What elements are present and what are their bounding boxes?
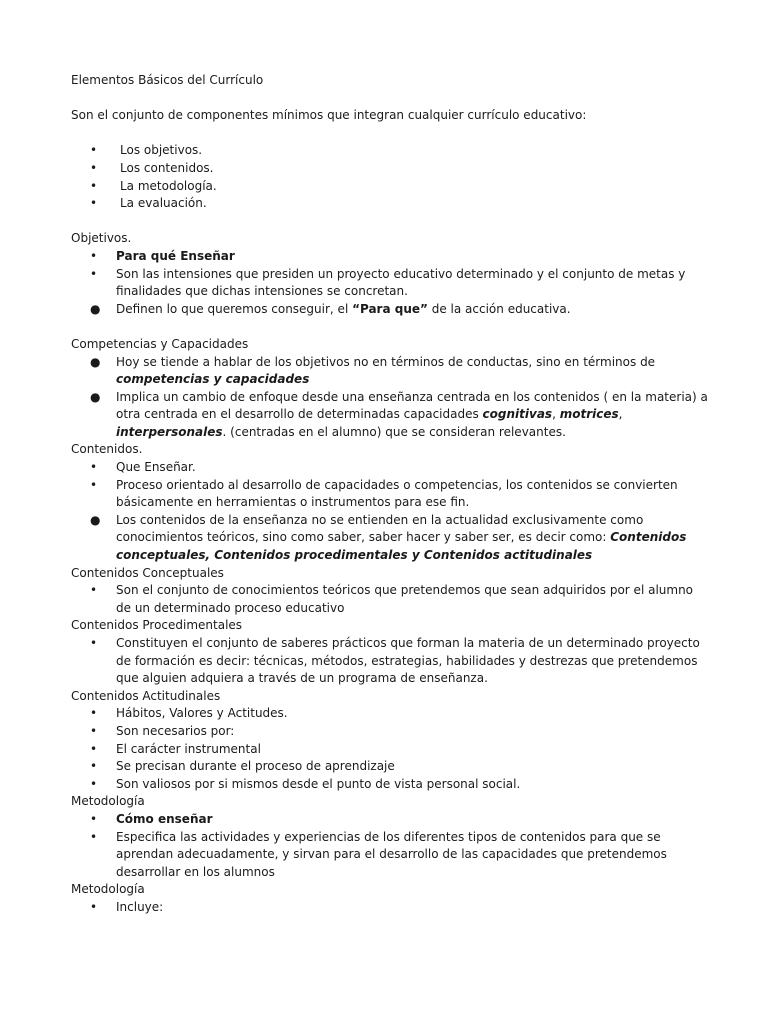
- list-item: • Especifica las actividades y experiencias de los diferentes tipos de contenidos para que se aprendan adecuadamente, y sirvan para el desarrollo de las capacidades que pretendemos desarrollar en los alumnos: [90, 829, 667, 879]
- list-item: • La evaluación.: [71, 195, 711, 213]
- document-body: [71, 72, 711, 917]
- intro-text: Son el conjunto de componentes mínimos que integran cualquier currículo educativo:: [71, 108, 587, 123]
- bullet-icon: •: [90, 759, 98, 774]
- bullet-icon: •: [90, 266, 98, 281]
- list-item: • Que Enseñar.: [71, 459, 711, 477]
- section-heading-metodologia: Metodología: [71, 794, 145, 809]
- list-item: ● Los contenidos de la enseñanza no se entienden en la actualidad exclusivamente como conocimientos teóricos, sino como saber, saber hacer y saber ser, es decir como: Contenidos conceptuales, Contenidos procedimentales y Contenidos actitudinales: [90, 512, 687, 563]
- list-item: • Constituyen el conjunto de saberes prácticos que forman la materia de un determinado proyecto de formación es decir: técnicas, métodos, estrategias, habilidades y destrezas que pretendemos que alguien adquiera a través de un programa de enseñanza.: [90, 636, 700, 686]
- bullet-icon: •: [90, 811, 98, 826]
- list-item: • El carácter instrumental: [71, 741, 711, 759]
- bullet-icon: ●: [90, 389, 101, 404]
- contenidos-list: [71, 459, 711, 565]
- bullet-icon: •: [90, 460, 98, 475]
- bullet-icon: •: [90, 248, 98, 263]
- bullet-icon: •: [90, 723, 98, 738]
- list-item: ● Implica un cambio de enfoque desde una enseñanza centrada en los contenidos ( en la materia) a otra centrada en el desarrollo de determinadas capacidades cognitivas, motrices, interpersonales. (centradas en el alumno) que se consideran relevantes.: [90, 389, 708, 439]
- bullet-icon: •: [90, 583, 98, 598]
- bullet-icon: •: [90, 160, 98, 175]
- list-item: • Son las intensiones que presiden un proyecto educativo determinado y el conjunto de metas y finalidades que dichas intensiones se concretan.: [90, 266, 686, 299]
- section-heading-actitudinales: Contenidos Actitudinales: [71, 688, 221, 703]
- actitudinales-list: [71, 705, 711, 793]
- list-item: • Incluye:: [71, 899, 711, 917]
- objetivos-list: [71, 248, 711, 318]
- metodologia-list: [71, 811, 711, 881]
- list-item: • Son valiosos por si mismos desde el punto de vista personal social.: [71, 776, 711, 794]
- section-heading-metodologia-2: Metodología: [71, 882, 145, 897]
- section-heading-competencias: Competencias y Capacidades: [71, 336, 249, 351]
- bullet-icon: ●: [90, 512, 101, 527]
- bullet-icon: •: [90, 178, 98, 193]
- procedimentales-list: [71, 635, 711, 688]
- section-heading-procedimentales: Contenidos Procedimentales: [71, 618, 243, 633]
- bullet-icon: ●: [90, 354, 101, 369]
- list-item: • La metodología.: [71, 178, 711, 196]
- bullet-icon: •: [90, 741, 98, 756]
- bullet-icon: •: [90, 706, 98, 721]
- bullet-icon: •: [90, 636, 98, 650]
- list-item: • Los contenidos.: [71, 160, 711, 178]
- list-item: • Son necesarios por:: [71, 723, 711, 741]
- list-item: • Son el conjunto de conocimientos teóricos que pretendemos que sean adquiridos por el alumno de un determinado proceso educativo: [90, 583, 694, 615]
- intro-list: [71, 142, 711, 212]
- bullet-icon: •: [90, 143, 98, 158]
- list-item: • Se precisan durante el proceso de aprendizaje: [71, 758, 711, 776]
- list-item: ● Hoy se tiende a hablar de los objetivos no en términos de conductas, sino en términos de competencias y capacidades: [90, 354, 656, 387]
- list-item: • Para qué Enseñar: [71, 248, 711, 266]
- document-title: Elementos Básicos del Currículo: [71, 73, 264, 87]
- bullet-icon: ●: [90, 301, 101, 316]
- section-heading-objetivos: Objetivos.: [71, 231, 132, 246]
- bullet-icon: •: [90, 477, 98, 492]
- bullet-icon: •: [90, 776, 98, 791]
- list-item: • Cómo enseñar: [71, 811, 711, 829]
- competencias-list: [71, 354, 711, 442]
- list-item: • Hábitos, Valores y Actitudes.: [71, 705, 711, 723]
- section-heading-conceptuales: Contenidos Conceptuales: [71, 565, 224, 580]
- bullet-icon: •: [90, 899, 98, 914]
- list-item: • Proceso orientado al desarrollo de capacidades o competencias, los contenidos se convierten básicamente en herramientas o instrumentos para ese fin.: [90, 477, 678, 510]
- section-heading-contenidos: Contenidos.: [71, 442, 143, 457]
- bullet-icon: •: [90, 196, 98, 211]
- list-item: • Los objetivos.: [71, 142, 711, 160]
- list-item: ● Definen lo que queremos conseguir, el “Para que” de la acción educativa.: [71, 301, 711, 319]
- conceptuales-list: [71, 582, 711, 617]
- bullet-icon: •: [90, 829, 98, 844]
- metodologia-2-list: [71, 899, 711, 917]
